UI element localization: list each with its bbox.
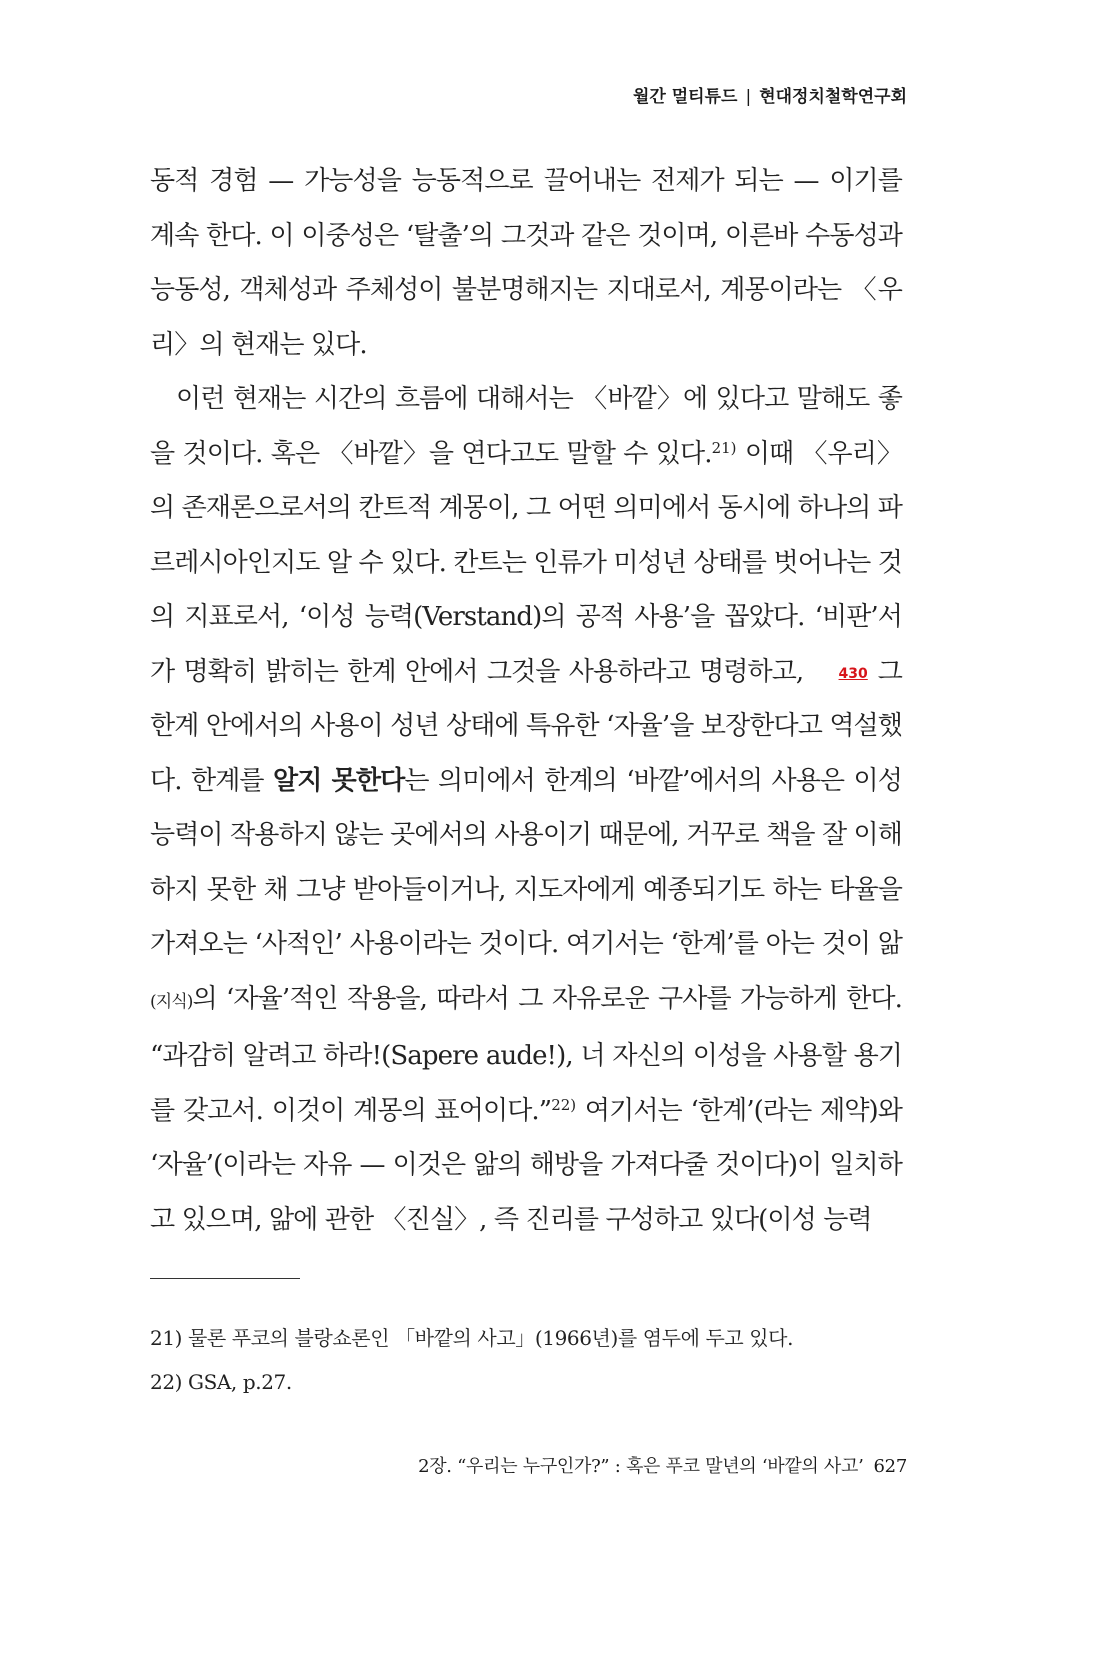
footnote-ref-22[interactable]: 22) <box>551 1095 577 1114</box>
inline-note: (지식) <box>150 991 193 1012</box>
magazine-title: 월간 멀티튜드 <box>633 87 738 107</box>
paragraph-2-part-3: 그 한계 안에서의 사용이 성년 상태에 특유한 ‘자율’을 보장한다고 역설했다. 한계를 <box>150 656 902 796</box>
original-page-marker: 430 <box>838 665 868 682</box>
paragraph-2-part-1: 이런 현재는 시간의 흐름에 대해서는 〈바깥〉에 있다고 말해도 좋을 것이다. 혹은 〈바깥〉을 연다고도 말할 수 있다. <box>150 384 902 469</box>
footnote-divider <box>150 1278 300 1279</box>
paragraph-2-part-2: 이때 〈우리〉의 존재론으로서의 칸트적 계몽이, 그 어떤 의미에서 동시에 하나의 파르레시아인지도 알 수 있다. 칸트는 인류가 미성년 상태를 벗어나는 것의 지표로서, ‘이성 능력(Verstand)의 공적 사용’을 꼽았다. ‘비판’서가 명확히 밝히는 한계 안에서 그것을 사용하라고 명령하고, <box>150 438 903 687</box>
paragraph-1: 동적 경험 — 가능성을 능동적으로 끌어내는 전제가 되는 — 이기를 계속 한다. 이 이중성은 ‘탈출’의 그것과 같은 것이며, 이른바 수동성과 능동성, 객체성과 주체성이 불분명해지는 지대로서, 계몽이라는 〈우리〉의 현재는 있다. <box>150 166 902 360</box>
paragraph-2-part-4: 는 의미에서 한계의 ‘바깥’에서의 사용은 이성 능력이 작용하지 않는 곳에서의 사용이기 때문에, 거꾸로 책을 잘 이해하지 못한 채 그냥 받아들이거나, 지도자에게 예종되기도 하는 타율을 가져오는 ‘사적인’ 사용이라는 것이다. 여기서는 ‘한계’를 아는 것이 앎 <box>150 765 902 959</box>
footnotes <box>150 1316 910 1404</box>
organization-name: 현대정치철학연구회 <box>759 87 907 107</box>
chapter-title: 2장. “우리는 누구인가?” : 혹은 푸코 말년의 ‘바깥의 사고’ <box>418 1456 864 1477</box>
running-footer <box>418 1452 907 1478</box>
footnote-21: 21) 물론 푸코의 블랑쇼론인 「바깥의 사고」(1966년)를 염두에 두고 있다. <box>150 1326 794 1350</box>
header-separator: | <box>745 87 752 107</box>
paragraph-2-part-5: 의 ‘자율’적인 작용을, 따라서 그 자유로운 구사를 가능하게 한다. “과감히 알려고 하라!(Sapere aude!), 너 자신의 이성을 사용할 용기를 갖고서. 이것이 계몽의 표어이다.” <box>150 983 902 1126</box>
paragraph-2-part-6: 여기서는 ‘한계’(라는 제약)와 ‘자율’(이라는 자유 — 이것은 앎의 해방을 가져다줄 것이다)이 일치하고 있으며, 앎에 관한 〈진실〉, 즉 진리를 구성하고 있다(이성 능력 <box>150 1095 903 1235</box>
emphasis-text: 알지 못한다 <box>273 765 405 796</box>
footnote-ref-21[interactable]: 21) <box>711 438 737 457</box>
page-number: 627 <box>873 1456 907 1477</box>
paragraph-2 <box>150 372 902 1247</box>
body-text <box>150 154 902 1247</box>
footnote-22: 22) GSA, p.27. <box>150 1370 292 1394</box>
running-header <box>633 82 907 107</box>
